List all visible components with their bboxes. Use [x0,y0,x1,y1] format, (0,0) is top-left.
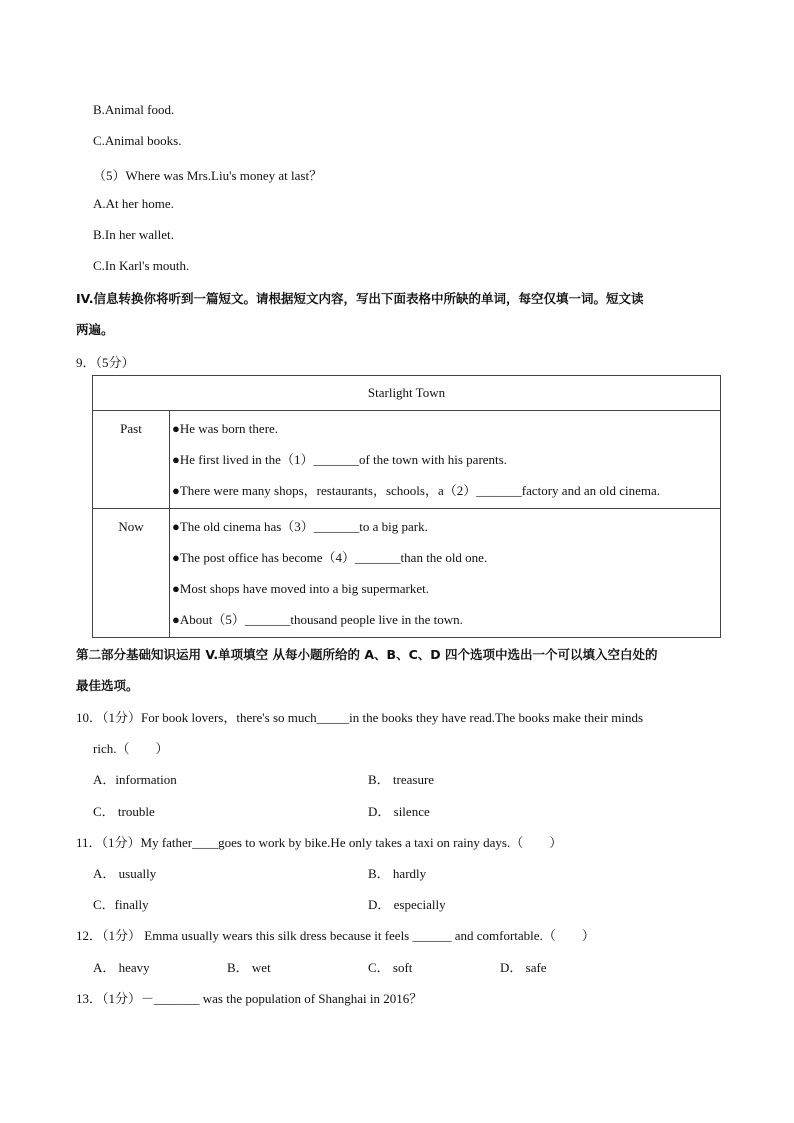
now-item-2: ●The post office has become（4）_______than the old one. [172,550,488,565]
q10-option-c: C． trouble [93,804,155,819]
q11-option-c: C．finally [93,897,149,912]
q8-option-c: C.Animal books. [93,133,182,148]
section4-heading: IV.信息转换你将听到一篇短文。请根据短文内容，写出下面表格中所缺的单词，每空仅填一词。短文读 [76,291,644,306]
q12-stem: 12．（1分） Emma usually wears this silk dress because it feels ______ and comfortable.（ ） [76,928,595,943]
part2-heading: 第二部分基础知识运用 V.单项填空 从每小题所给的 A、B、C、D 四个选项中选出一个可以填入空白处的 [76,647,658,662]
now-item-3: ●Most shops have moved into a big supermarket. [172,581,429,596]
q8-sub5-option-c: C.In Karl's mouth. [93,258,190,273]
part2-heading-cont: 最佳选项。 [76,678,139,693]
q10-option-d: D． silence [368,804,430,819]
q10-stem-cont: rich.（ ） [93,741,169,756]
q8-sub5-option-a: A.At her home. [93,196,174,211]
q10-option-a: A．information [93,772,177,787]
q11-option-a: A． usually [93,866,157,881]
table-title: Starlight Town [93,376,721,411]
q8-sub5-option-b: B.In her wallet. [93,227,174,242]
starlight-town-table [92,375,721,638]
q11-option-d: D． especially [368,897,446,912]
past-items [170,411,721,509]
past-label: Past [93,411,170,509]
q8-sub5-question: （5）Where was Mrs.Liu's money at last？ [93,168,323,183]
q12-option-c: C． soft [368,960,413,975]
past-item-1: ●He was born there. [172,421,279,436]
past-item-2: ●He first lived in the（1）_______of the town with his parents. [172,452,507,467]
q12-option-b: B． wet [227,960,271,975]
now-item-1: ●The old cinema has（3）_______to a big park. [172,519,428,534]
q11-stem: 11．（1分）My father____goes to work by bike.He only takes a taxi on rainy days.（ ） [76,835,563,850]
q12-option-d: D． safe [500,960,547,975]
q12-option-a: A． heavy [93,960,150,975]
now-item-4: ●About（5）_______thousand people live in the town. [172,612,463,627]
now-items [170,509,721,638]
q10-option-b: B． treasure [368,772,435,787]
q10-stem: 10．（1分）For book lovers，there's so much_____in the books they have read.The books make their minds [76,710,644,725]
now-label: Now [93,509,170,638]
q8-option-b: B.Animal food. [93,102,175,117]
q13-stem: 13．（1分）－_______ was the population of Shanghai in 2016？ [76,991,423,1006]
past-item-3: ●There were many shops，restaurants，schools，a（2）_______factory and an old cinema. [172,483,660,498]
q11-option-b: B． hardly [368,866,427,881]
q9-number: 9．（5分） [76,355,135,370]
section4-heading-cont: 两遍。 [76,322,114,337]
